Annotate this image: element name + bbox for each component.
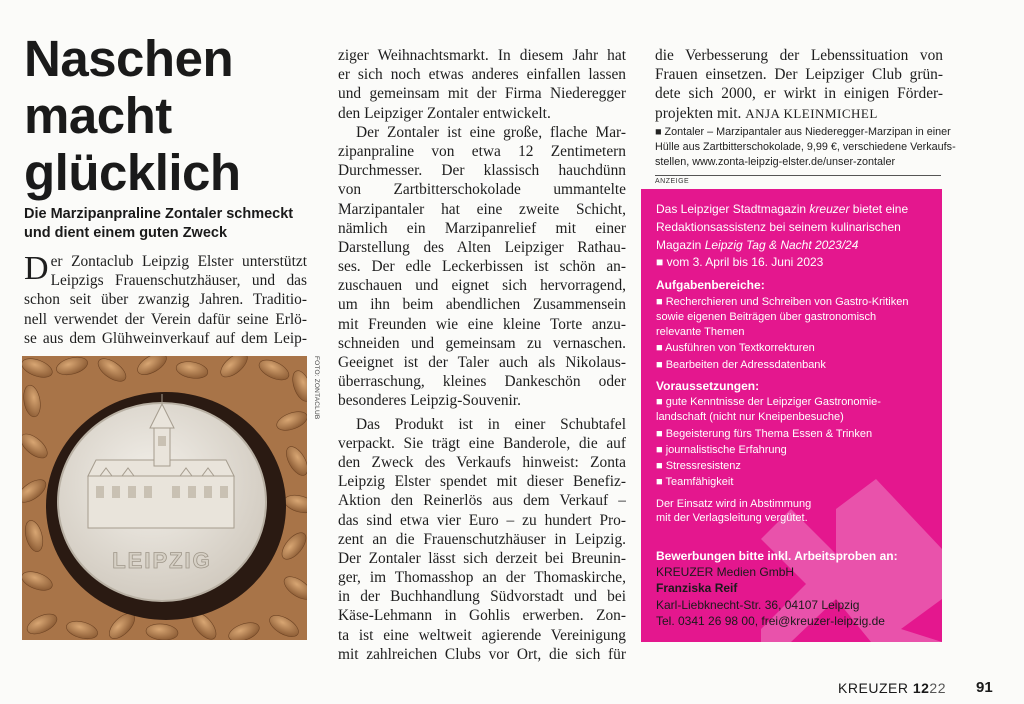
body-line: Leipzigs Frauenschutzhäuser, und das [50, 272, 307, 290]
body-line: Durchmesser. Der klassisch hauchdünn [338, 162, 626, 180]
ad-reqs-heading: Voraussetzungen: [656, 379, 760, 393]
ad-note-line: mit der Verlagsleitung vergütet. [656, 512, 808, 524]
article-column-2 [338, 46, 626, 664]
body-line: mit zahlreichen Clubs vor Ort, die sich für [338, 645, 626, 663]
body-line: besonderes Leipzig-Souvenir. [338, 392, 521, 410]
ad-apply-heading: Bewerbungen bitte inkl. Arbeitsproben an: [656, 549, 898, 563]
ad-label: ANZEIGE [655, 175, 941, 185]
ad-intro-line [656, 202, 908, 217]
ad-contact-name: Franziska Reif [656, 581, 738, 595]
ad-req-item: ■ gute Kenntnisse der Leipziger Gastronomie- [656, 396, 881, 408]
caption-line: stellen, www.zonta-leipzig-elster.de/unser-zontaler [655, 156, 896, 168]
body-line-text: projekten mit. [655, 104, 742, 122]
body-line: ger, im Thomasshop an der Thomaskirche, [338, 569, 626, 587]
subheadline-line: Die Marzipanpraline Zontaler schmeckt [24, 206, 294, 222]
magazine-name: KREUZER [838, 680, 909, 696]
drop-cap: D [24, 250, 49, 287]
issue-year: 22 [929, 680, 946, 696]
ad-task-item: relevante Themen [656, 326, 745, 338]
body-line: die Verbesserung der Lebenssituation von [655, 47, 943, 64]
ad-intro-text: bietet eine [849, 202, 909, 216]
body-line: zent an die Frauenschutzhäuser in Leipzig. [338, 530, 626, 548]
ad-intro-text: Magazin [656, 238, 705, 252]
ad-intro-line: ■ vom 3. April bis 16. Juni 2023 [656, 255, 824, 269]
body-line: schneiden und gemeinsam zu vernaschen. [338, 334, 626, 352]
ad-task-item: ■ Recherchieren und Schreiben von Gastro-Kritiken [656, 296, 909, 308]
body-line [655, 104, 943, 123]
body-line: ses. Der edle Leckerbissen ist schön an- [338, 258, 626, 276]
job-advertisement [641, 189, 942, 642]
body-line: Aktion den Reinerlös aus dem Verkauf – [338, 492, 626, 510]
ad-intro-line: Redaktionsassistenz bei seinem kulinarischen [656, 220, 901, 234]
relief-text: LEIPZIG [112, 548, 212, 573]
subheadline-line: und dient einem guten Zweck [24, 225, 228, 241]
ad-intro-italic: Leipzig Tag & Nacht 2023/24 [704, 238, 859, 252]
body-line: mit Freunden wie eine kleine Torte anzu- [338, 315, 626, 333]
body-line: ziger Weihnachtsmarkt. In diesem Jahr hat [338, 47, 626, 64]
body-line: Frauen einsetzen. Der Leipziger Club grün- [655, 66, 943, 84]
ad-note-line: Der Einsatz wird in Abstimmung [656, 498, 812, 510]
magazine-footer [838, 680, 946, 696]
ad-tasks-heading: Aufgabenbereiche: [656, 278, 765, 292]
page-number: 91 [976, 679, 993, 696]
photo-credit: FOTO: ZONTACLUB [313, 356, 320, 420]
photo-caption [655, 125, 956, 170]
ad-intro-italic: kreuzer [809, 202, 850, 216]
body-line: den Leipziger Zontaler entwickelt. [338, 104, 551, 122]
zontaler-photo [22, 356, 307, 640]
body-line: Der Zontaler ist eine große, flache Mar- [356, 123, 626, 141]
ad-req-item: ■ Begeisterung fürs Thema Essen & Trinken [656, 428, 873, 440]
zontaler-photo-image [22, 356, 307, 640]
article-column-3 [655, 46, 943, 123]
ad-req-item: ■ journalistische Erfahrung [656, 444, 787, 456]
body-line: den Zweck des Verkaufs hinweist: Zonta [338, 453, 626, 471]
author-byline: ANJA KLEINMICHEL [745, 105, 878, 121]
body-line: er Zontaclub Leipzig Elster unterstützt [50, 253, 307, 270]
body-line: zipanpraline von etwa 12 Zentimetern [338, 142, 626, 160]
headline-line: glücklich [24, 144, 241, 201]
body-line: ta ist eine weltweit agierende Vereinigung [338, 626, 626, 644]
ad-address: Karl-Liebknecht-Str. 36, 04107 Leipzig [656, 598, 860, 612]
body-line: Käse-Lehmann in Gohlis erwerben. Zon- [338, 607, 626, 625]
body-line: er sich noch etwas anderes einfallen lassen [338, 66, 626, 84]
headline-line: Naschen [24, 30, 234, 87]
ad-company: KREUZER Medien GmbH [656, 565, 795, 579]
ad-intro-line [656, 238, 858, 253]
body-line: in der Buchhandlung Südvorstadt und bei [338, 588, 626, 606]
body-line: Leipzig Elster spendet mit dieser Benefiz- [338, 473, 626, 491]
ad-req-item: landschaft (nicht nur Kneipenbesuche) [656, 411, 844, 423]
article-column-1 [24, 252, 307, 348]
body-line: schon seit über zwanzig Jahren. Traditio- [24, 291, 307, 309]
body-line: und gemeinsam mit der Firma Niederegger [338, 85, 626, 103]
body-line: Marzipantaler hat eine zweite Schicht, [338, 200, 626, 218]
body-line: Der Zontaler lässt sich derzeit bei Breunin- [338, 549, 626, 567]
body-line: nell verwendet der Verein dafür seine Erlö- [24, 310, 307, 328]
body-line: se aus dem Glühweinverkauf auf dem Leip- [24, 329, 307, 347]
ad-intro-text: Das Leipziger Stadtmagazin [656, 202, 810, 216]
ad-task-item: ■ Bearbeiten der Adressdatenbank [656, 359, 826, 371]
ad-task-item: sowie eigenen Beiträgen über gastronomisch [656, 311, 877, 323]
caption-line: Hülle aus Zartbitterschokolade, 9,99 €, verschiedene Verkaufs- [655, 141, 956, 153]
headline-line: macht [24, 87, 172, 144]
body-line: nämlich ein Marzipanrelief mit einer [338, 219, 626, 237]
body-line: dete sich 2000, er wirkt in einigen Förder- [655, 85, 943, 103]
body-line: von Zartbitterschokolade ummantelte [338, 181, 626, 199]
body-line: Darstellung des Alten Leipziger Rathau- [338, 238, 626, 256]
ad-phone-email: Tel. 0341 26 98 00, frei@kreuzer-leipzig.de [656, 614, 885, 628]
ad-task-item: ■ Ausführen von Textkorrekturen [656, 342, 815, 354]
body-line: Das Produkt ist in einer Schubtafel [356, 415, 626, 433]
caption-line: ■ Zontaler – Marzipantaler aus Niederegger-Marzipan in einer [655, 126, 951, 138]
ad-req-item: ■ Stressresistenz [656, 460, 741, 472]
body-line: zuschauen und eignet sich hervorragend, [338, 277, 626, 295]
body-line: Geeignet ist der Taler auch als Nikolaus- [338, 354, 626, 371]
issue-month: 12 [912, 680, 930, 696]
body-line: überraschung, kleines Dankeschön oder [338, 373, 626, 391]
headline [24, 30, 324, 201]
body-line: verpackt. Sie trägt eine Banderole, die auf [338, 434, 626, 452]
body-line: um ihn beim abendlichen Zusammensein [338, 296, 626, 314]
ad-req-item: ■ Teamfähigkeit [656, 476, 734, 488]
subheadline [24, 205, 314, 243]
body-line: das sind etwa vier Euro – zu hundert Pro- [338, 511, 626, 529]
